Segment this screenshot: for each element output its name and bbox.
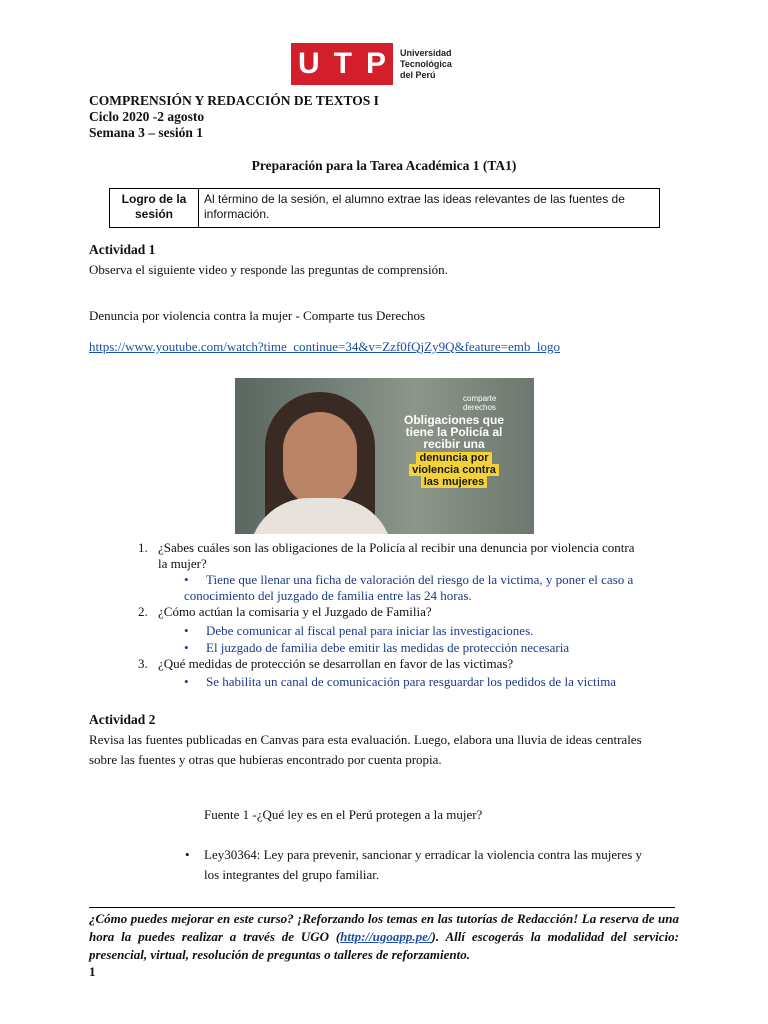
bullet-icon: • [184, 572, 189, 587]
session-goal-text: Al término de la sesión, el alumno extrae las ideas relevantes de las fuentes de información. [204, 192, 625, 221]
footer-note: ¿Cómo puedes mejorar en este curso? ¡Reforzando los temas en las tutorías de Redacción! La reserva de una hora la puedes realizar a través de UGO (http://ugoapp.pe/). Allí escogerás la modalidad del servicio: presencial, virtual, resolución de preguntas o talleres de reforzamiento. [89, 911, 679, 962]
activity-2-heading: Actividad 2 [89, 712, 156, 727]
logo-university-name: Universidad Tecnológica del Perú [400, 48, 452, 80]
footer-divider [89, 907, 675, 908]
bullet-icon: • [185, 847, 190, 862]
activity-2-line-2: sobre las fuentes y otras que hubieras encontrado por cuenta propia. [89, 752, 442, 767]
bullet-icon: • [184, 623, 189, 638]
logo-letter-p: P [365, 47, 386, 80]
video-person-face [283, 412, 357, 506]
logo-letter-t: T [333, 47, 352, 80]
course-week: Semana 3 – sesión 1 [89, 125, 204, 140]
course-cycle: Ciclo 2020 -2 agosto [89, 109, 205, 124]
utp-logo-block [291, 43, 393, 85]
video-brand-logo: comparte derechos [463, 394, 497, 412]
course-title: COMPRENSIÓN Y REDACCIÓN DE TEXTOS I [89, 93, 379, 108]
ugo-link[interactable]: http://ugoapp.pe/ [340, 929, 432, 944]
video-overlay-text: Obligaciones que tiene la Policía al recibir una denuncia por violencia contra las mujeres [403, 413, 505, 488]
session-goal-label: Logro de la sesión [110, 189, 199, 227]
activity-1-heading: Actividad 1 [89, 242, 156, 257]
activity-1-instruction: Observa el siguiente video y responde las preguntas de comprensión. [89, 262, 448, 277]
video-highlight-1: denuncia por [416, 452, 491, 464]
activity-2-line-1: Revisa las fuentes publicadas en Canvas para esta evaluación. Luego, elabora una lluvia de ideas centrales [89, 732, 642, 747]
video-highlight-3: las mujeres [421, 476, 488, 488]
page-title: Preparación para la Tarea Académica 1 (TA1) [251, 158, 517, 173]
source-1-bullet-cont: los integrantes del grupo familiar. [204, 867, 380, 882]
utp-logo [291, 43, 451, 85]
video-title: Denuncia por violencia contra la mujer - Comparte tus Derechos [89, 308, 426, 323]
video-link[interactable]: https://www.youtube.com/watch?time_continue=34&v=Zzf0fQjZy9Q&feature=emb_logo [89, 339, 560, 354]
logo-letter-u: U [297, 47, 320, 80]
bullet-icon: • [184, 674, 189, 689]
session-goal-table [109, 188, 660, 228]
bullet-icon: • [184, 640, 189, 655]
video-thumbnail[interactable] [235, 378, 534, 534]
source-1-heading: Fuente 1 -¿Qué ley es en el Perú protegen a la mujer? [204, 807, 483, 822]
page-number: 1 [89, 964, 96, 979]
video-highlight-2: violencia contra [409, 464, 499, 476]
